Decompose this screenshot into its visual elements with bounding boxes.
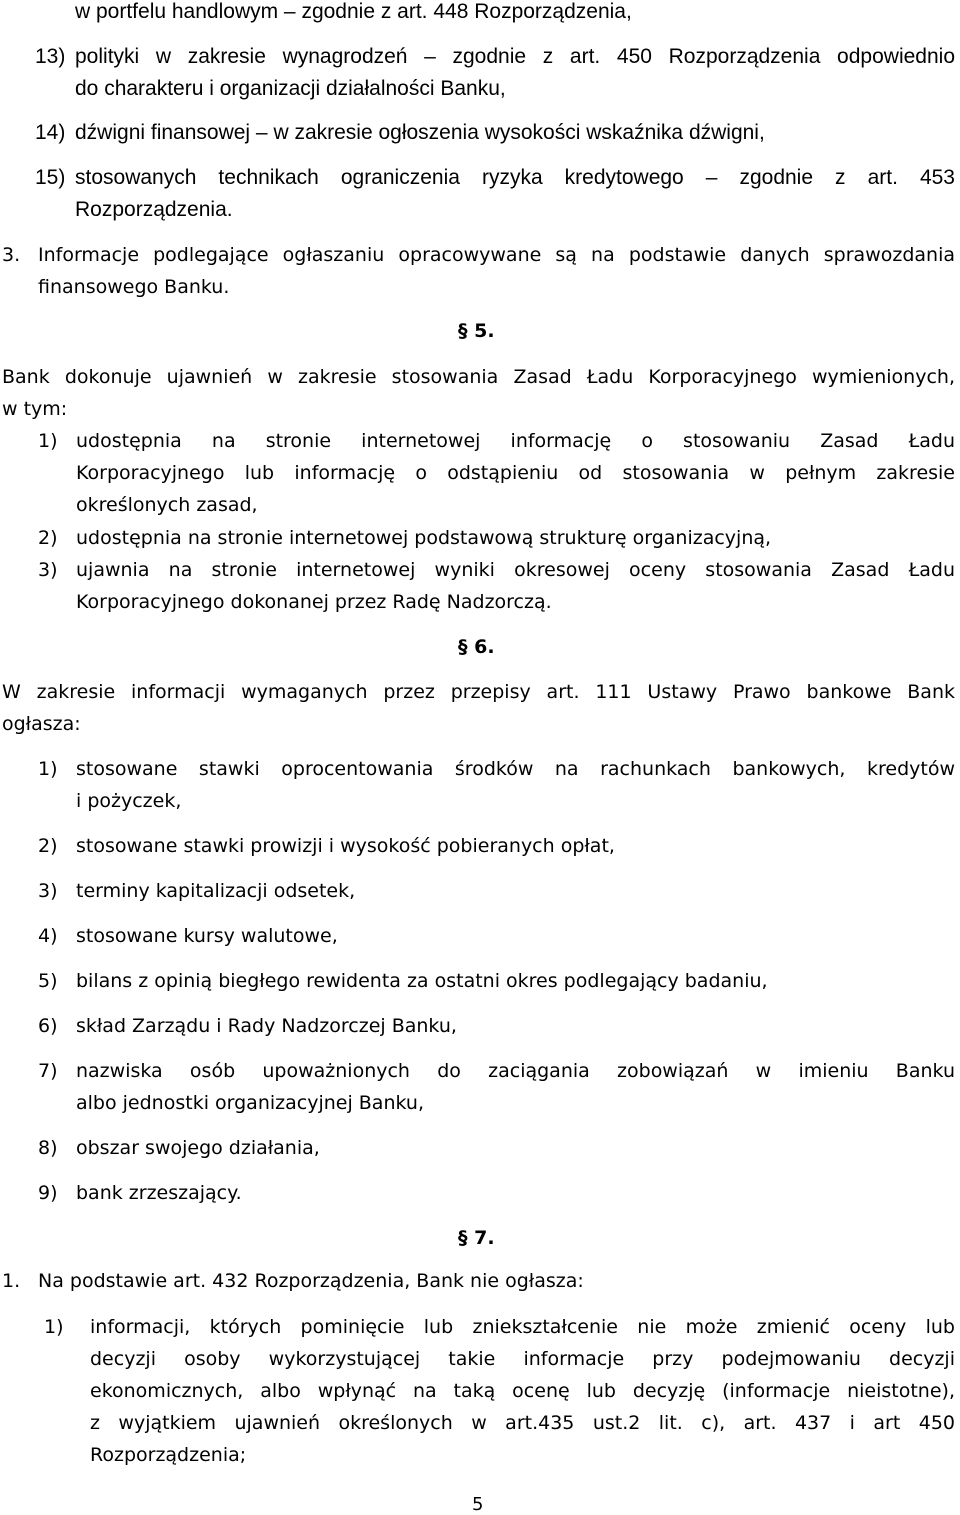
section-6-item-9-number: 9): [38, 1182, 58, 1204]
section-6-item-6-line-1: skład Zarządu i Rady Nadzorczej Banku,: [76, 1015, 457, 1037]
section-6-item-8-number: 8): [38, 1137, 58, 1159]
section-7-item-1-line-5: Rozporządzenia;: [90, 1444, 247, 1466]
section-6-item-2-line-1: stosowane stawki prowizji i wysokość pobieranych opłat,: [76, 835, 615, 857]
section-7-point-1-number: 1.: [2, 1270, 21, 1292]
section-6-item-4-line-1: stosowane kursy walutowe,: [76, 925, 338, 947]
section-6-item-1-number: 1): [38, 758, 58, 780]
section-6-item-3-number: 3): [38, 880, 58, 902]
section-6-item-2-number: 2): [38, 835, 58, 857]
section-5-intro-line-1: Bank dokonuje ujawnień w zakresie stosowania Zasad Ładu Korporacyjnego wymienionych,: [2, 366, 955, 388]
section-6-item-6-number: 6): [38, 1015, 58, 1037]
section-6-heading: § 6.: [458, 636, 495, 658]
section-5-item-3-line-1: ujawnia na stronie internetowej wyniki okresowej oceny stosowania Zasad Ładu: [76, 559, 955, 581]
section-7-item-1-line-4: z wyjątkiem ujawnień określonych w art.435 ust.2 lit. c), art. 437 i art 450: [90, 1412, 955, 1434]
section-7-heading: § 7.: [458, 1227, 495, 1249]
point-3-line-2: finansowego Banku.: [38, 276, 230, 298]
section-6-item-7-line-1: nazwiska osób upoważnionych do zaciągania zobowiązań w imieniu Banku: [76, 1060, 955, 1082]
section-6-intro-line-1: W zakresie informacji wymaganych przez przepisy art. 111 Ustawy Prawo bankowe Bank: [2, 681, 955, 703]
section-6-item-8-line-1: obszar swojego działania,: [76, 1137, 320, 1159]
list-item-14-text: dźwigni finansowej – w zakresie ogłoszenia wysokości wskaźnika dźwigni,: [75, 121, 765, 144]
section-5-item-1-line-1: udostępnia na stronie internetowej informację o stosowaniu Zasad Ładu: [76, 430, 955, 452]
section-7-item-1-line-2: decyzji osoby wykorzystującej takie informacje przy podejmowaniu decyzji: [90, 1348, 955, 1370]
list-item-13-line-1: polityki w zakresie wynagrodzeń – zgodnie z art. 450 Rozporządzenia odpowiednio: [75, 45, 955, 68]
page-number: 5: [472, 1494, 484, 1515]
list-item-15-line-1: stosowanych technikach ograniczenia ryzyka kredytowego – zgodnie z art. 453: [75, 166, 955, 189]
section-6-item-9-line-1: bank zrzeszający.: [76, 1182, 242, 1204]
list-item-15-number: 15): [35, 166, 66, 189]
section-6-item-5-number: 5): [38, 970, 58, 992]
point-3-line-1: Informacje podlegające ogłaszaniu opracowywane są na podstawie danych sprawozdania: [38, 244, 955, 266]
section-5-item-2-number: 2): [38, 527, 58, 549]
section-5-item-3-line-2: Korporacyjnego dokonanej przez Radę Nadzorczą.: [76, 591, 552, 613]
section-5-intro-line-2: w tym:: [2, 398, 68, 420]
section-6-item-3-line-1: terminy kapitalizacji odsetek,: [76, 880, 356, 902]
section-6-item-7-number: 7): [38, 1060, 58, 1082]
section-7-item-1-number: 1): [44, 1316, 64, 1338]
section-5-item-3-number: 3): [38, 559, 58, 581]
section-7-item-1-line-3: ekonomicznych, albo wpłynąć na taką ocenę lub decyzję (informacje nieistotne),: [90, 1380, 955, 1402]
list-item-13-number: 13): [35, 45, 66, 68]
section-5-heading: § 5.: [458, 320, 495, 342]
list-item-12-continuation: w portfelu handlowym – zgodnie z art. 448 Rozporządzenia,: [75, 0, 632, 23]
section-7-point-1-text: Na podstawie art. 432 Rozporządzenia, Bank nie ogłasza:: [38, 1270, 584, 1292]
list-item-15-line-2: Rozporządzenia.: [75, 198, 233, 221]
list-item-13-line-2: do charakteru i organizacji działalności Banku,: [75, 77, 506, 100]
section-6-item-1-line-2: i pożyczek,: [76, 790, 182, 812]
section-7-item-1-line-1: informacji, których pominięcie lub zniekształcenie nie może zmienić oceny lub: [90, 1316, 955, 1338]
section-6-item-7-line-2: albo jednostki organizacyjnej Banku,: [76, 1092, 424, 1114]
section-5-item-1-line-2: Korporacyjnego lub informację o odstąpieniu od stosowania w pełnym zakresie: [76, 462, 955, 484]
section-5-item-2-line-1: udostępnia na stronie internetowej podstawową strukturę organizacyjną,: [76, 527, 772, 549]
section-5-item-1-number: 1): [38, 430, 58, 452]
section-6-item-4-number: 4): [38, 925, 58, 947]
section-6-item-1-line-1: stosowane stawki oprocentowania środków na rachunkach bankowych, kredytów: [76, 758, 955, 780]
section-6-intro-line-2: ogłasza:: [2, 713, 81, 735]
section-6-item-5-line-1: bilans z opinią biegłego rewidenta za ostatni okres podlegający badaniu,: [76, 970, 768, 992]
list-item-14-number: 14): [35, 121, 66, 144]
point-3-number: 3.: [2, 244, 21, 266]
section-5-item-1-line-3: określonych zasad,: [76, 494, 258, 516]
